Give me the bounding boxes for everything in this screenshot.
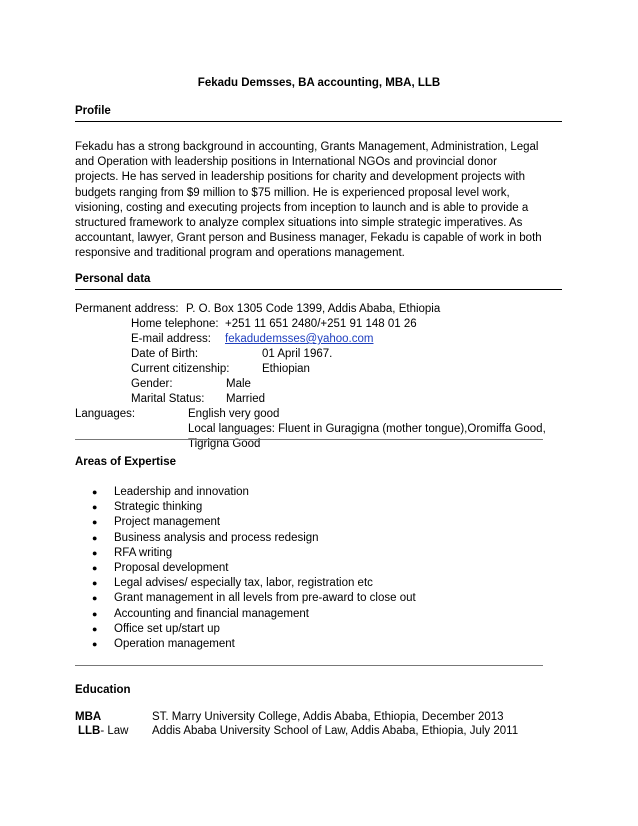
education-heading: Education [75, 684, 131, 696]
list-item: ● Legal advises/ especially tax, labor, registration etc [92, 576, 416, 591]
bullet-icon: ● [92, 623, 98, 634]
home-tel-value: +251 11 651 2480/+251 91 148 01 26 [225, 318, 417, 330]
degree-detail: Addis Ababa University School of Law, Addis Ababa, Ethiopia, July 2011 [152, 725, 519, 737]
profile-line: visioning, costing and executing projects from inception to launch and is able to provide a [75, 201, 529, 214]
degree-detail: ST. Marry University College, Addis Ababa, Ethiopia, December 2013 [152, 711, 504, 723]
bullet-icon: ● [92, 578, 98, 589]
profile-line: accountant, lawyer, Grant person and Business manager, Fekadu is capable of work in both [75, 232, 542, 245]
dob-value: 01 April 1967. [262, 348, 333, 360]
bullet-icon: ● [92, 502, 98, 513]
address-value: P. O. Box 1305 Code 1399, Addis Ababa, Ethiopia [186, 303, 441, 315]
profile-paragraph [75, 140, 565, 262]
marital-label: Marital Status: [131, 393, 205, 405]
expertise-heading: Areas of Expertise [75, 456, 176, 468]
email-label: E-mail address: [131, 333, 211, 345]
degree-mba: MBA [75, 711, 102, 723]
bullet-icon: ● [92, 517, 98, 528]
bullet-icon: ● [92, 608, 98, 619]
profile-line: Fekadu has a strong background in accounting, Grants Management, Administration, Legal [75, 141, 539, 153]
citizenship-label: Current citizenship: [131, 363, 230, 375]
languages-line: Local languages: Fluent in Guragigna (mother tongue),Oromiffa Good, [188, 423, 546, 435]
bullet-icon: ● [92, 532, 98, 543]
citizenship-value: Ethiopian [262, 363, 310, 375]
profile-line: budgets ranging from $9 million to $75 million. He is experienced proposal level work, [75, 186, 510, 199]
address-label: Permanent address: [75, 303, 179, 315]
profile-divider [75, 121, 562, 122]
list-item: ● Grant management in all levels from pre-award to close out [92, 591, 416, 606]
list-item: ● Proposal development [92, 561, 416, 576]
personal-end-divider [75, 439, 543, 440]
profile-line: projects. He has served in leadership positions for charity and development projects with [75, 171, 526, 184]
expertise-divider [75, 665, 543, 666]
list-item: ● Leadership and innovation [92, 485, 416, 500]
profile-line: responsive and traditional program and operations management. [75, 247, 405, 260]
list-item: ● RFA writing [92, 546, 416, 561]
home-tel-label: Home telephone: [131, 318, 219, 330]
list-item: ● Operation management [92, 637, 416, 652]
degree-llb: LLB- Law [78, 725, 129, 737]
bullet-icon: ● [92, 593, 98, 604]
gender-label: Gender: [131, 378, 173, 390]
bullet-icon: ● [92, 547, 98, 558]
languages-line: English very good [188, 408, 280, 420]
profile-line: and Operation with leadership positions in International NGOs and provincial donor [75, 156, 497, 169]
bullet-icon: ● [92, 487, 98, 497]
personal-divider [75, 289, 562, 290]
list-item: ● Project management [92, 515, 416, 530]
dob-label: Date of Birth: [131, 348, 199, 360]
marital-value: Married [226, 393, 265, 405]
profile-heading: Profile [75, 105, 111, 117]
email-link[interactable]: fekadudemsses@yahoo.com [225, 333, 374, 345]
list-item: ● Accounting and financial management [92, 607, 416, 622]
expertise-list [92, 485, 416, 652]
languages-label: Languages: [75, 408, 136, 420]
personal-heading: Personal data [75, 273, 151, 285]
bullet-icon: ● [92, 638, 98, 649]
list-item: ● Strategic thinking [92, 500, 416, 515]
profile-line: structured framework to analyze complex situations into simple strategic imperatives. As [75, 217, 523, 230]
list-item: ● Business analysis and process redesign [92, 531, 416, 546]
list-item: ● Office set up/start up [92, 622, 416, 637]
gender-value: Male [226, 378, 251, 390]
resume-title: Fekadu Demsses, BA accounting, MBA, LLB [197, 77, 441, 89]
languages-line: Tigrigna Good [188, 438, 261, 450]
bullet-icon: ● [92, 562, 98, 573]
email-value[interactable] [225, 332, 373, 347]
